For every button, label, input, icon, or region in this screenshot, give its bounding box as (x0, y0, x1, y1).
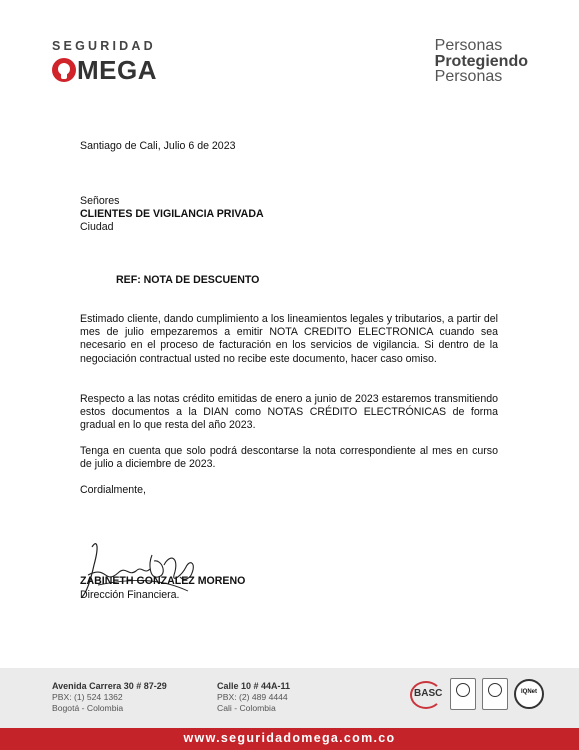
office-bogota-address: Avenida Carrera 30 # 87-29 (52, 681, 167, 691)
office-bogota-phone: PBX: (1) 524 1362 (52, 692, 123, 702)
signer-role: Dirección Financiera. (80, 589, 180, 601)
icontec-badge-1-icon (450, 678, 476, 710)
logo-top-text: SEGURIDAD (52, 39, 156, 53)
office-cali (217, 681, 290, 714)
reference-line: REF: NOTA DE DESCUENTO (116, 274, 260, 286)
slogan (435, 38, 528, 85)
certification-logos (408, 678, 544, 710)
basc-label: BASC (414, 688, 443, 699)
office-cali-phone: PBX: (2) 489 4444 (217, 692, 288, 702)
office-bogota-city: Bogotá - Colombia (52, 703, 124, 713)
iqnet-logo-icon (514, 679, 544, 709)
addressee-city: Ciudad (80, 220, 114, 233)
slogan-line-1: Personas (434, 37, 503, 54)
addressee-title: Señores (80, 195, 120, 207)
body-paragraph-2: Respecto a las notas crédito emitidas de enero a junio de 2023 estaremos transmitiendo estos documentos a la DIAN como NOTAS CRÉDITO ELECTRÓNICAS de forma gradual en lo que resta del año 2023. (80, 393, 498, 432)
iqnet-label: IQNet (520, 689, 537, 695)
letter-date: Santiago de Cali, Julio 6 de 2023 (80, 140, 236, 152)
closing: Cordialmente, (80, 484, 146, 496)
slogan-line-2: Protegiendo (434, 52, 528, 70)
slogan-line-3: Personas (434, 68, 503, 85)
office-cali-city: Cali - Colombia (217, 703, 276, 713)
signer-name: ZABINETH GONZALEZ MORENO (80, 575, 246, 587)
logo-word: MEGA (77, 55, 157, 85)
addressee-block (80, 195, 264, 233)
addressee-name: CLIENTES DE VIGILANCIA PRIVADA (80, 207, 264, 220)
office-cali-address: Calle 10 # 44A-11 (217, 681, 291, 691)
website-url: www.seguridadomega.com.co (183, 731, 396, 745)
body-paragraph-1: Estimado cliente, dando cumplimiento a los lineamientos legales y tributarios, a partir del mes de julio empezaremos a emitir NOTA CREDITO ELECTRONICA cuando sea necesario en el proceso de facturación en los servicios de vigilancia. Si dentro de la negociación contractual usted no recibe este documento, hacer caso omiso. (80, 313, 498, 365)
basc-logo-icon (408, 679, 444, 709)
body-paragraph-3: Tenga en cuenta que solo podrá descontarse la nota correspondiente al mes en curso de julio a diciembre de 2023. (80, 445, 498, 471)
logo-o-icon (52, 58, 76, 82)
company-logo (52, 55, 157, 85)
office-bogota (52, 681, 167, 714)
icontec-badge-2-icon (482, 678, 508, 710)
